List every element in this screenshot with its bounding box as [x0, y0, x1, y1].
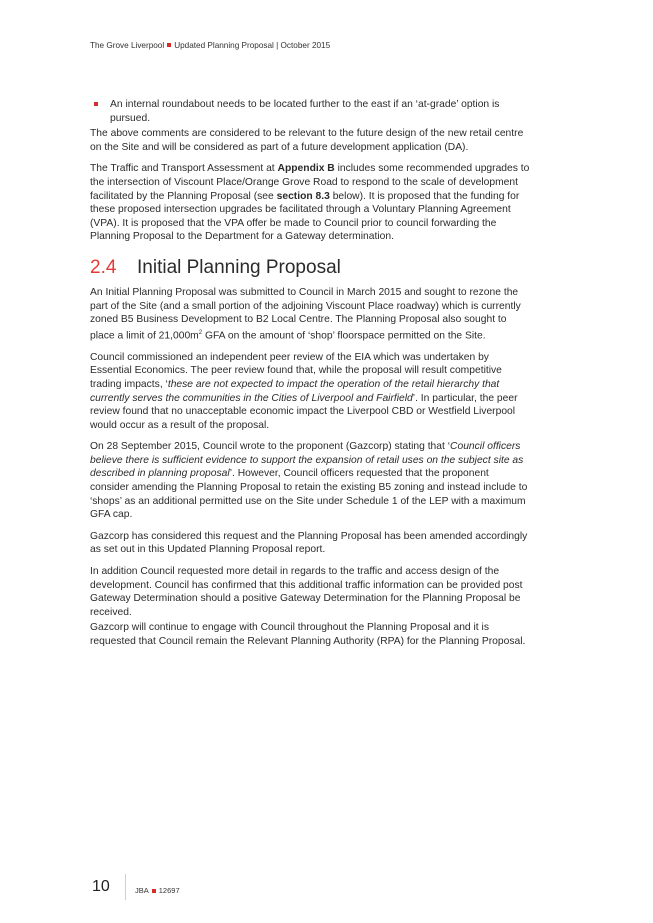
- bullet-item: [90, 98, 530, 125]
- page-number: 10: [92, 878, 110, 895]
- text-run: ’. In particular, the peer review found that no unacceptable economic impact the Liverpool CBD or Westfield Liverpool would occur as a result of the proposal.: [90, 392, 518, 431]
- superscript: 2: [198, 329, 203, 336]
- footer-job-number: 12697: [158, 886, 180, 895]
- paragraph-retail-comments: The above comments are considered to be relevant to the future design of the new retail centre on the Site and will be considered as part of a future development application (DA).: [90, 128, 524, 153]
- footer-separator-dot: [152, 889, 156, 893]
- quoted-text: these are not expected to impact the operation of the retail hierarchy that currently serves the communities in the Cities of Liverpool and Fairfield: [90, 378, 500, 404]
- paragraph-traffic-detail: In addition Council requested more detail in regards to the traffic and access design of the development. Council has confirmed that this additional traffic information can be provided post Gateway Determination should a positive Gateway Determination for the Planning Proposal be received.: [90, 566, 523, 618]
- running-header: [90, 41, 330, 50]
- text-run: includes some recommended upgrades to the intersection of Viscount Place/Orange Grove Road to respond to the scale of development facilitated by the Planning Proposal (see: [90, 163, 530, 202]
- section-reference: section 8.3: [276, 190, 330, 202]
- paragraph-council-letter: [90, 440, 530, 522]
- paragraph-amendment: Gazcorp has considered this request and the Planning Proposal has been amended accordingly as set out in this Updated Planning Proposal report.: [90, 530, 528, 556]
- paragraph-traffic-assessment: [90, 162, 530, 244]
- bullet-square-icon: [94, 102, 98, 106]
- page-body: [90, 98, 530, 657]
- quoted-text: Council officers believe there is sufficient evidence to support the expansion of retail uses on the subject site as described in planning proposal: [90, 441, 524, 480]
- appendix-reference: Appendix B: [277, 163, 335, 175]
- bullet-text: An internal roundabout needs to be located further to the east if an ‘at-grade’ option is pursued.: [110, 99, 500, 124]
- text-run: below). It is proposed that the funding for these proposed intersection upgrades be facilitated through a Voluntary Planning Agreement (VPA). It is proposed that the VPA offer be made to Council prior to council forwarding the Planning Proposal to the Department for a Gateway determination.: [90, 190, 520, 243]
- text-run: GFA on the amount of ‘shop’ floorspace permitted on the Site.: [202, 330, 486, 342]
- text-run: The Traffic and Transport Assessment at: [90, 163, 278, 175]
- footer-org: JBA: [135, 886, 149, 895]
- text-run: ’. However, Council officers requested that the proponent consider amending the Planning Proposal to retain the existing B5 zoning and instead include to ‘shops’ as an additional permitted use on the Site under Schedule 1 of the LEP with a maximum GFA cap.: [90, 468, 528, 521]
- header-document-name: The Grove Liverpool: [90, 41, 165, 50]
- header-report-info: Updated Planning Proposal | October 2015: [174, 41, 331, 50]
- section-heading: [90, 256, 530, 280]
- text-run: An Initial Planning Proposal was submitted to Council in March 2015 and sought to rezone the part of the Site (and a small portion of the adjoining Viscount Place roadway) which is currently zoned B5 Business Development to B2 Local Centre. The Planning Proposal also sought to place a limit of 21,000m: [90, 286, 521, 342]
- section-title: Initial Planning Proposal: [137, 256, 341, 278]
- footer-reference: [135, 886, 180, 895]
- section-number: 2.4: [90, 256, 117, 278]
- paragraph-engagement: Gazcorp will continue to engage with Council throughout the Planning Proposal and it is requested that Council remain the Relevant Planning Authority (RPA) for the Planning Proposal.: [90, 622, 526, 648]
- footer-divider: [125, 874, 126, 900]
- header-separator-dot: [167, 43, 171, 47]
- text-run: Council commissioned an independent peer review of the EIA which was undertaken by Essential Economics. The peer review found that, while the proposal will result competitive trading impacts, ‘: [90, 351, 502, 390]
- paragraph-peer-review: [90, 351, 530, 433]
- text-run: On 28 September 2015, Council wrote to the proponent (Gazcorp) stating that ‘: [90, 441, 451, 453]
- paragraph-initial-proposal: [90, 286, 530, 343]
